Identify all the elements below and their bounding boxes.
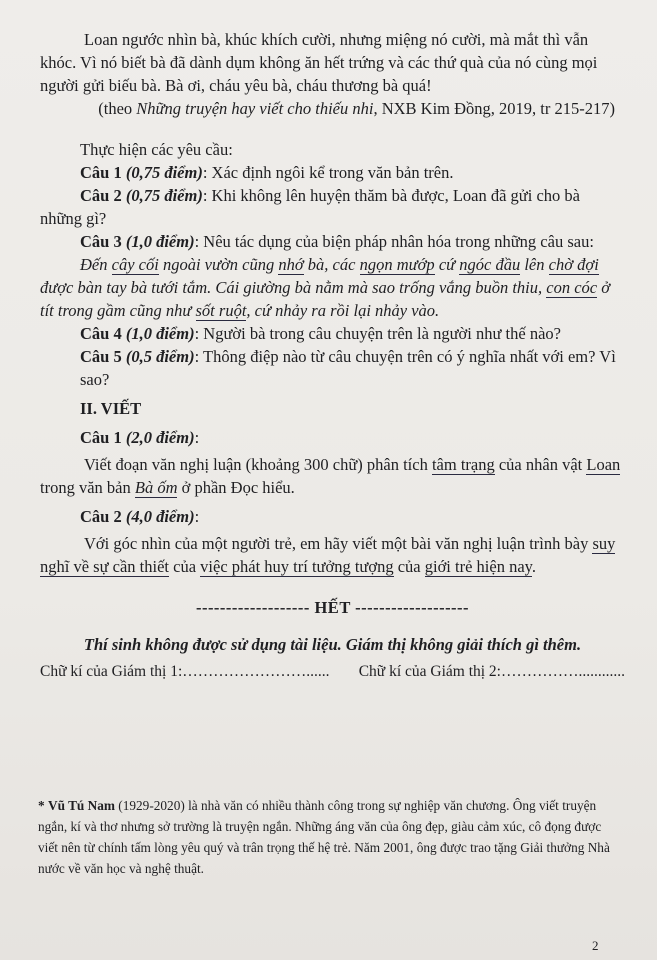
question-1: Câu 1 (0,75 điểm): Xác định ngôi kể trong văn bản trên.: [80, 163, 454, 182]
writing-question-1-text: Viết đoạn văn nghị luận (khoảng 300 chữ) phân tích tâm trạng của nhân vật Loan trong văn bản Bà ốm ở phần Đọc hiểu.: [40, 455, 621, 497]
question-4: Câu 4 (1,0 điểm): Người bà trong câu chuyện trên là người như thế nào?: [80, 324, 561, 343]
question-2: Câu 2 (0,75 điểm): Khi không lên huyện thăm bà được, Loan đã gửi cho bà những gì?: [40, 186, 580, 228]
question-5: Câu 5 (0,5 điểm): Thông điệp nào từ câu chuyện trên có ý nghĩa nhất với em? Vì sao?: [80, 347, 616, 389]
writing-question-1-label: Câu 1 (2,0 điểm):: [80, 428, 200, 447]
question-3: Câu 3 (1,0 điểm): Nêu tác dụng của biện pháp nhân hóa trong những câu sau:: [80, 232, 594, 251]
writing-question-2-text: Với góc nhìn của một người trẻ, em hãy viết một bài văn nghị luận trình bày suy nghĩ về sự cần thiết của việc phát huy trí tưởng tượng của giới trẻ hiện nay.: [40, 534, 616, 576]
exam-note: Thí sinh không được sử dụng tài liệu. Giám thị không giải thích gì thêm.: [83, 635, 582, 654]
source-citation: (theo Những truyện hay viết cho thiếu nhi, NXB Kim Đồng, 2019, tr 215-217): [98, 99, 615, 118]
personification-quote: Đến cây cối ngoài vườn cũng nhớ bà, các ngọn mướp cứ ngóc đầu lên chờ đợi được bàn tay bà tưới tắm. Cái giường bà nằm mà sao trống vắng buồn thiu, con cóc ở tít trong gầm cũng như sốt ruột, cứ nhảy ra rồi lại nhảy vào.: [40, 255, 611, 320]
page-content: [40, 28, 625, 683]
proctor-1-signature: Chữ kí của Giám thị 1:……………………......: [40, 663, 330, 680]
story-paragraph: Loan ngước nhìn bà, khúc khích cười, nhưng miệng nó cười, mà mắt thì vẫn khóc. Vì nó biết bà đã dành dụm không ăn hết trứng và các thứ quà của nó cùng mọi người gửi biếu bà. Bà ơi, cháu yêu bà, cháu thương bà quá!: [40, 30, 598, 95]
proctor-signatures: [40, 660, 625, 683]
author-name: Vũ Tú Nam: [47, 798, 115, 813]
author-footnote: * Vũ Tú Nam (1929-2020) là nhà văn có nhiều thành công trong sự nghiệp văn chương. Ông viết truyện ngắn, kí và thơ nhưng sở trường là truyện ngắn. Những áng văn của ông đẹp, giàu cảm xúc, cô đọng được viết nên từ chính tấm lòng yêu quý và trân trọng thế hệ trẻ. Năm 2001, ông được trao tặng Giải thưởng Nhà nước về văn học và nghệ thuật.: [38, 798, 610, 876]
proctor-2-signature: Chữ kí của Giám thị 2:……………............: [358, 663, 625, 680]
writing-heading: II. VIẾT: [80, 399, 142, 418]
page-number: 2: [592, 938, 599, 953]
end-marker: ------------------- HẾT -------------------: [195, 598, 470, 617]
task-intro: Thực hiện các yêu cầu:: [80, 140, 233, 159]
writing-question-2-label: Câu 2 (4,0 điểm):: [80, 507, 200, 526]
source-title: Những truyện hay viết cho thiếu nhi: [136, 99, 374, 118]
